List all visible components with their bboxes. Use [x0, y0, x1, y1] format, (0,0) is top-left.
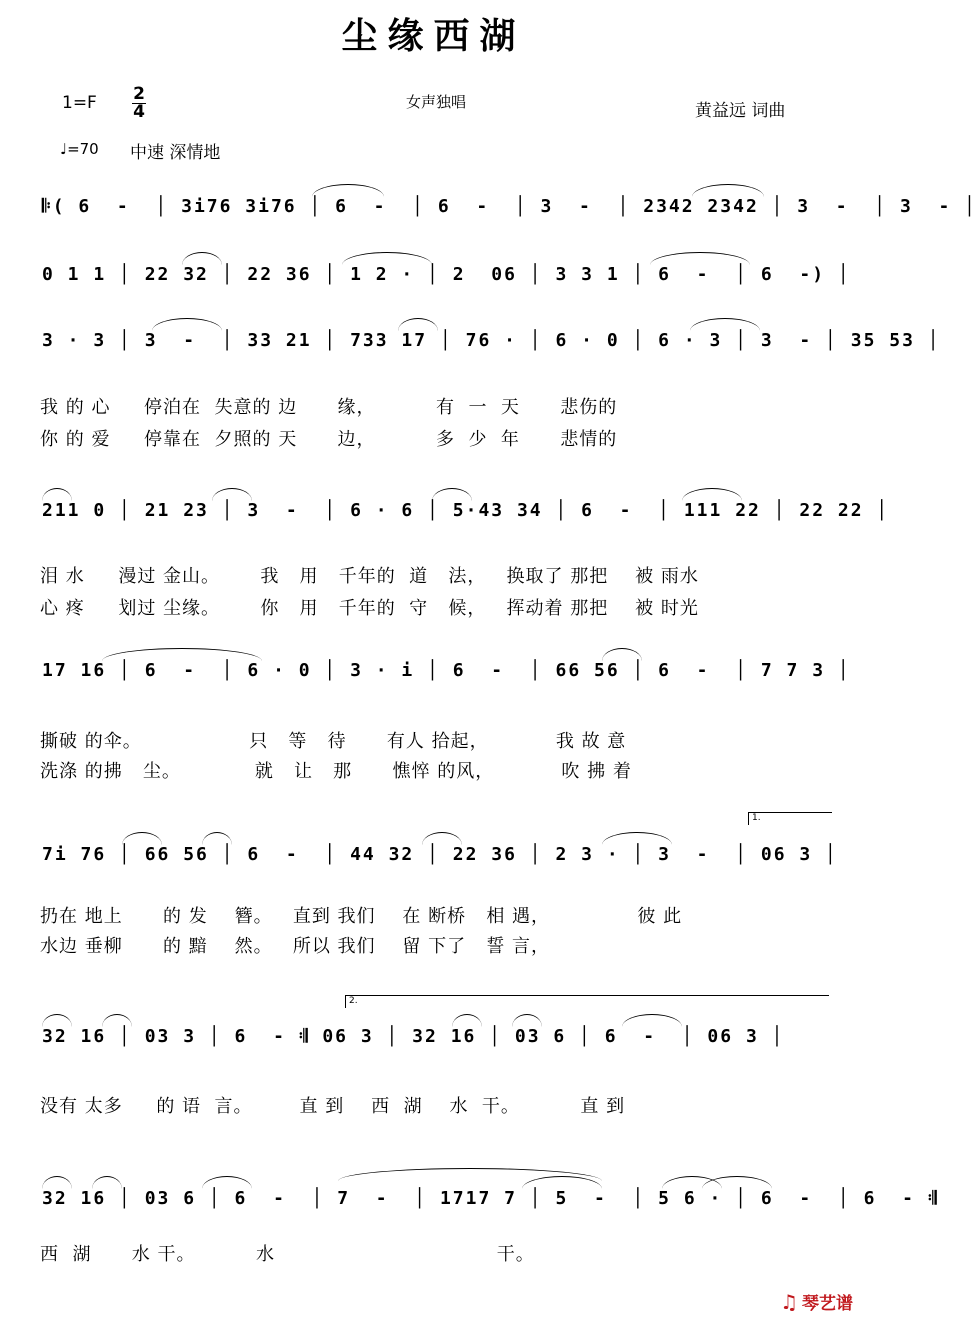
tie — [202, 1176, 252, 1189]
time-signature-bottom: 4 — [133, 102, 145, 122]
tie — [682, 488, 742, 501]
tie — [212, 488, 252, 501]
staff-line-3 — [42, 324, 941, 358]
tempo-text: 中速 深情地 — [130, 143, 221, 163]
notation-line: 0 1 1 │ 22 32 │ 22 36 │ 1 2 · │ 2 06 │ 3 3 1 │ 6 - │ 6 -) │ — [42, 264, 851, 285]
staff-line-6 — [42, 838, 837, 872]
lyric-verse-1: 扔在 地上 的 发 簪。 直到 我们 在 断桥 相 遇， 彼 此 — [40, 906, 683, 927]
tie — [92, 1176, 122, 1189]
song-title: 尘缘西湖 — [341, 15, 526, 57]
watermark-icon: ♫ — [780, 1290, 798, 1314]
staff-line-2 — [42, 258, 851, 292]
tie — [342, 252, 432, 265]
tempo-mark: ♩=70 — [60, 140, 99, 158]
tie — [102, 648, 262, 661]
lyric-verse-1: 我 的 心 停泊在 失意的 边 缘， 有 一 天 悲伤的 — [40, 397, 618, 418]
volta-second-ending: 2. — [345, 995, 829, 1008]
tie — [432, 488, 472, 501]
notation-line: 17 16 │ 6 - │ 6 · 0 │ 3 · i │ 6 - │ 66 56 │ 6 - │ 7 7 3 │ — [42, 660, 851, 681]
notation-line: 32 16 │ 03 3 │ 6 - 𝄇 06 3 │ 32 16 │ 03 6 │ 6 - │ 06 3 │ — [42, 1026, 785, 1047]
watermark-logo — [780, 1289, 853, 1314]
staff-line-8 — [42, 1182, 939, 1216]
tie — [42, 488, 72, 501]
time-signature-top: 2 — [133, 84, 145, 104]
key-signature: 1=F — [62, 93, 97, 113]
watermark-text: 琴艺谱 — [802, 1294, 853, 1314]
performance-type: 女声独唱 — [406, 93, 467, 111]
notation-line: 7i 76 │ 66 56 │ 6 - │ 44 32 │ 22 36 │ 2 3 · │ 3 - │ 06 3 │ — [42, 844, 838, 865]
notation-line: 𝄆( 6 - │ 3i76 3i76 │ 6 - │ 6 - │ 3 - │ 2342 2342 │ 3 - │ 3 - │ — [42, 196, 977, 217]
tie — [42, 1176, 72, 1189]
tie — [690, 318, 760, 331]
tie — [42, 1014, 72, 1027]
tie — [102, 1014, 132, 1027]
tie — [650, 252, 750, 265]
staff-line-1 — [42, 190, 977, 224]
lyric-line: 西 湖 水 干。 水 干。 — [40, 1244, 535, 1265]
staff-line-4 — [42, 494, 890, 528]
notation-line: 32 16 │ 03 6 │ 6 - │ 7 - │ 1717 7 │ 5 - │ 5 6 · │ 6 - │ 6 - 𝄇 — [42, 1188, 939, 1209]
lyric-verse-2: 你 的 爱 停靠在 夕照的 天 边， 多 少 年 悲情的 — [40, 429, 618, 450]
staff-line-7 — [42, 1020, 837, 1054]
tie — [422, 832, 462, 845]
tie — [602, 648, 642, 661]
tie — [512, 1014, 542, 1027]
lyric-verse-1: 泪 水 漫过 金山。 我 用 千年的 道 法， 换取了 那把 被 雨水 — [40, 566, 699, 587]
time-signature — [132, 86, 146, 121]
lyric-verse-2: 心 疼 划过 尘缘。 你 用 千年的 守 候， 挥动着 那把 被 时光 — [40, 598, 699, 619]
tie — [398, 318, 438, 331]
lyric-verse-1: 撕破 的伞。 只 等 待 有人 拾起， 我 故 意 — [40, 731, 627, 752]
tie — [692, 184, 764, 197]
credit: 黄益远 词曲 — [695, 101, 786, 121]
staff-line-5 — [42, 654, 851, 688]
tie — [182, 252, 222, 265]
tie — [122, 832, 162, 845]
tie — [622, 1014, 682, 1027]
notation-line: 211 0 │ 21 23 │ 3 - │ 6 · 6 │ 5·43 34 │ 6 - │ 111 22 │ 22 22 │ — [42, 500, 890, 521]
tie — [312, 184, 384, 197]
tie — [602, 832, 672, 845]
lyric-line: 没有 太多 的 语 言。 直 到 西 湖 水 干。 直 到 — [40, 1096, 626, 1117]
tie — [152, 318, 222, 331]
tie — [452, 1014, 482, 1027]
tie — [202, 832, 232, 845]
volta-first-ending: 1. — [748, 812, 832, 825]
lyric-verse-2: 洗涤 的拂 尘。 就 让 那 憔悴 的风， 吹 拂 着 — [40, 761, 632, 782]
lyric-verse-2: 水边 垂柳 的 黯 然。 所以 我们 留 下了 誓 言， — [40, 936, 551, 957]
notation-line: 3 · 3 │ 3 - │ 33 21 │ 733 17 │ 76 · │ 6 · 0 │ 6 · 3 │ 3 - │ 35 53 │ — [42, 330, 941, 351]
tie — [702, 1176, 772, 1189]
